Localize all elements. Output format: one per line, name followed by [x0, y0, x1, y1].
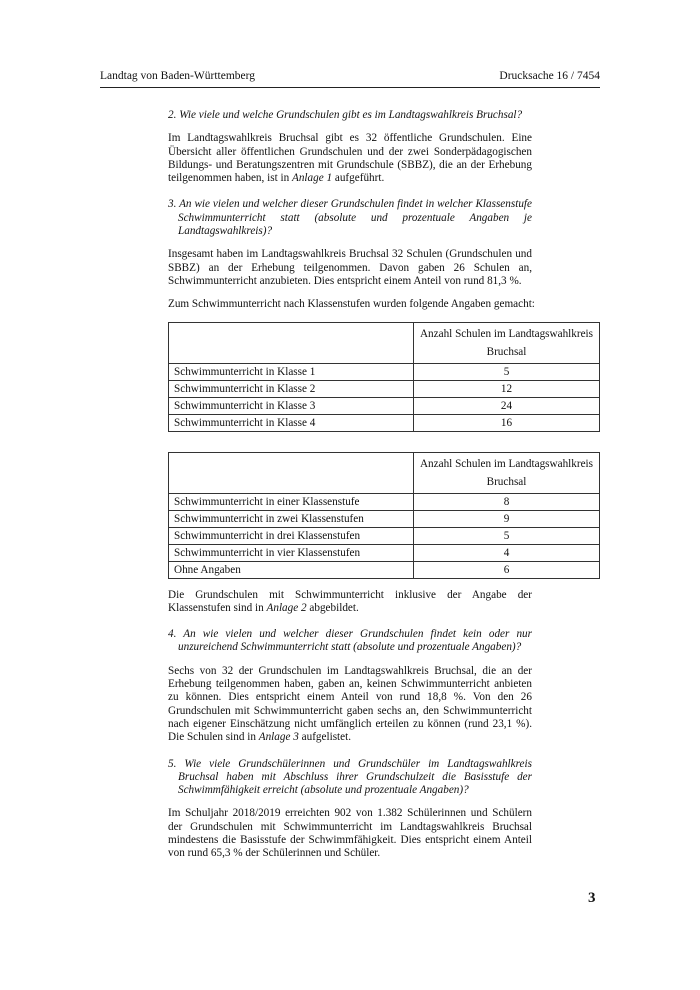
- annex-reference: Anlage 2: [266, 601, 307, 614]
- table-row: [169, 363, 600, 380]
- table-row: [169, 544, 600, 561]
- question-2: 2. Wie viele und welche Grundschulen gibt es im Landtagswahlkreis Bruchsal?: [168, 109, 523, 121]
- row-label: Ohne Angaben: [169, 561, 414, 578]
- tables-note: Die Grundschulen mit Schwimmunterricht inklusive der Angabe der Klassenstufen sind in Anlage 2 abgebildet.: [168, 588, 532, 614]
- row-label: Schwimmunterricht in Klasse 2: [169, 380, 414, 397]
- row-value: 4: [414, 544, 600, 561]
- answer-3-paragraph-2: Zum Schwimmunterricht nach Klassenstufen wurden folgende Angaben gemacht:: [168, 298, 535, 311]
- answer-2: Im Landtagswahlkreis Bruchsal gibt es 32 öffentliche Grundschulen. Eine Übersicht aller öffentlichen Grundschulen und der zwei Sonderpädagogischen Bildungs- und Beratungszentren mit Grundschule (SBBZ), die an der Erhebung teilgenommen haben, ist in Anlage 1 aufgeführt.: [168, 132, 532, 185]
- header-title: Landtag von Baden-Württemberg: [100, 70, 255, 82]
- row-value: 16: [414, 414, 600, 431]
- row-label: Schwimmunterricht in drei Klassenstufen: [169, 527, 414, 544]
- annex-reference: Anlage 1: [291, 172, 333, 185]
- answer-4: Sechs von 32 der Grundschulen im Landtagswahlkreis Bruchsal, die an der Erhebung teilgenommen haben, gaben an, keinen Schwimmunterricht anbieten zu können. Dies entspricht einem Anteil von rund 18,8 %. Von den 26 Grundschulen mit Schwimmunterricht gaben sechs an, den Schwimmunterricht nach eigener Einschätzung nicht umfänglich erteilen zu können (rund 23,1 %). Die Schulen sind in Anlage 3 aufgelistet.: [168, 664, 532, 744]
- question-4: 4. An wie vielen und welcher dieser Grundschulen findet kein oder nur unzureichend Schwimmunterricht statt (absolute und prozentuale Angaben)?: [168, 628, 532, 654]
- table-row: [169, 380, 600, 397]
- page-number: 3: [588, 890, 596, 906]
- row-label: Schwimmunterricht in Klasse 1: [169, 363, 414, 380]
- table-row: [169, 414, 600, 431]
- row-value: 8: [414, 493, 600, 510]
- question-3: 3. An wie vielen und welcher dieser Grundschulen findet in welcher Klassenstufe Schwimmunterricht statt (absolute und prozentuale Angaben je Landtagswahlkreis)?: [168, 198, 532, 238]
- row-value: 5: [414, 363, 600, 380]
- answer-3-paragraph-1: Insgesamt haben im Landtagswahlkreis Bruchsal 32 Schulen (Grundschulen und SBBZ) an der Erhebung teilgenommen. Davon gaben 26 Schulen an, Schwimmunterricht anzubieten. Dies entspricht einem Anteil von rund 81,3 %.: [168, 248, 532, 287]
- table-classes: [168, 322, 600, 432]
- row-label: Schwimmunterricht in einer Klassenstufe: [169, 493, 414, 510]
- table-header: Anzahl Schulen im Landtagswahlkreis Bruchsal: [414, 322, 600, 363]
- annex-reference: Anlage 3: [258, 731, 299, 744]
- row-label: Schwimmunterricht in zwei Klassenstufen: [169, 510, 414, 527]
- row-label: Schwimmunterricht in vier Klassenstufen: [169, 544, 414, 561]
- page-content: [168, 109, 594, 861]
- table-row: [169, 510, 600, 527]
- row-value: 24: [414, 397, 600, 414]
- question-5: 5. Wie viele Grundschülerinnen und Grundschüler im Landtagswahlkreis Bruchsal haben mit Abschluss ihrer Grundschulzeit die Basisstufe der Schwimmfähigkeit erreicht (absolute und prozentuale Angaben)?: [168, 757, 532, 797]
- row-label: Schwimmunterricht in Klasse 3: [169, 397, 414, 414]
- table-header-row: [169, 322, 600, 363]
- table-header-row: [169, 452, 600, 493]
- row-value: 6: [414, 561, 600, 578]
- table-header: Anzahl Schulen im Landtagswahlkreis Bruchsal: [414, 452, 600, 493]
- table-row: [169, 527, 600, 544]
- row-value: 12: [414, 380, 600, 397]
- page-header: [100, 70, 600, 88]
- document-number: Drucksache 16 / 7454: [499, 70, 600, 82]
- answer-5: Im Schuljahr 2018/2019 erreichten 902 von 1.382 Schülerinnen und Schülern der Grundschulen mit Schwimmunterricht im Landtagswahlkreis Bruchsal mindestens die Basisstufe der Schwimmfähigkeit. Dies entspricht einem Anteil von rund 65,3 % der Schülerinnen und Schüler.: [168, 807, 532, 860]
- table-row: [169, 493, 600, 510]
- row-label: Schwimmunterricht in Klasse 4: [169, 414, 414, 431]
- row-value: 5: [414, 527, 600, 544]
- row-value: 9: [414, 510, 600, 527]
- table-row: [169, 561, 600, 578]
- table-levels: [168, 452, 600, 579]
- table-row: [169, 397, 600, 414]
